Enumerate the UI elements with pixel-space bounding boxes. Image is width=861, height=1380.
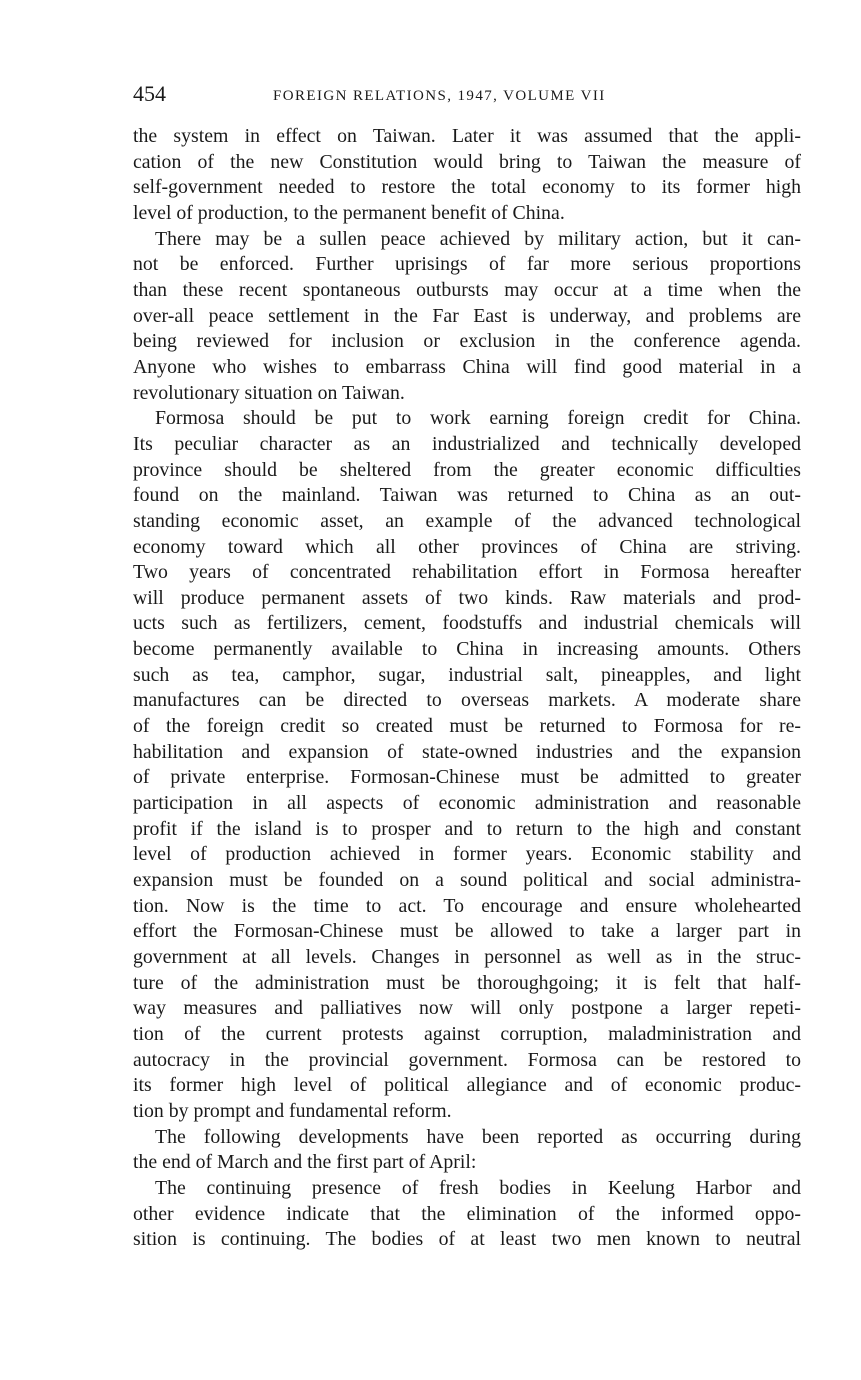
text-line: found on the mainland. Taiwan was returned to China as an out- [133, 484, 801, 507]
text-line: Anyone who wishes to embarrass China will find good material in a [133, 355, 801, 378]
text-line: level of production achieved in former years. Economic stability and [133, 843, 801, 866]
body-text [133, 124, 801, 1253]
text-line: The continuing presence of fresh bodies in Keelung Harbor and [155, 1176, 801, 1199]
text-line: not be enforced. Further uprisings of far more serious proportions [133, 253, 801, 276]
text-line: its former high level of political allegiance and of economic produc- [133, 1074, 801, 1097]
text-line: over-all peace settlement in the Far East is underway, and problems are [133, 304, 801, 327]
text-line: will produce permanent assets of two kinds. Raw materials and prod- [133, 586, 801, 609]
paragraph [133, 1125, 801, 1176]
text-line: of the foreign credit so created must be returned to Formosa for re- [133, 715, 801, 738]
text-line: the system in effect on Taiwan. Later it was assumed that the appli- [133, 125, 801, 147]
text-line: tion. Now is the time to act. To encourage and ensure wholehearted [133, 894, 801, 917]
text-line: tion by prompt and fundamental reform. [133, 1099, 452, 1122]
text-line: standing economic asset, an example of the advanced technological [133, 509, 801, 532]
page-number: 454 [133, 81, 166, 106]
text-line: sition is continuing. The bodies of at least two men known to neutral [133, 1228, 801, 1251]
text-line: other evidence indicate that the elimination of the informed oppo- [133, 1202, 801, 1225]
text-line: habilitation and expansion of state-owned industries and the expansion [133, 740, 801, 763]
text-line: autocracy in the provincial government. Formosa can be restored to [133, 1048, 801, 1071]
running-title: FOREIGN RELATIONS, 1947, VOLUME VII [273, 88, 606, 104]
text-line: province should be sheltered from the greater economic difficulties [133, 458, 801, 481]
text-line: such as tea, camphor, sugar, industrial salt, pineapples, and light [133, 663, 801, 686]
paragraph [133, 124, 801, 227]
paragraph [133, 227, 801, 407]
text-line: Formosa should be put to work earning foreign credit for China. [155, 407, 801, 430]
paragraph [133, 406, 801, 1124]
text-line: The following developments have been reported as occurring during [155, 1125, 801, 1148]
text-line: economy toward which all other provinces of China are striving. [133, 535, 801, 558]
text-line: self-government needed to restore the total economy to its former high [133, 176, 801, 199]
text-line: of private enterprise. Formosan-Chinese must be admitted to greater [133, 766, 801, 789]
text-line: way measures and palliatives now will only postpone a larger repeti- [133, 997, 801, 1020]
text-line: ucts such as fertilizers, cement, foodstuffs and industrial chemicals will [133, 612, 801, 635]
text-line: There may be a sullen peace achieved by military action, but it can- [155, 227, 801, 250]
text-line: being reviewed for inclusion or exclusion in the conference agenda. [133, 330, 801, 353]
text-line: cation of the new Constitution would bring to Taiwan the measure of [133, 150, 801, 173]
text-line: government at all levels. Changes in personnel as well as in the struc- [133, 946, 801, 968]
text-line: level of production, to the permanent benefit of China. [133, 201, 565, 224]
text-line: tion of the current protests against corruption, maladministration and [133, 1022, 801, 1045]
text-line: revolutionary situation on Taiwan. [133, 381, 405, 404]
text-line: ture of the administration must be thoroughgoing; it is felt that half- [133, 971, 801, 994]
text-line: the end of March and the first part of April: [133, 1151, 477, 1174]
running-header [133, 80, 801, 110]
text-line: Its peculiar character as an industrialized and technically developed [133, 432, 801, 455]
text-line: expansion must be founded on a sound political and social administra- [133, 869, 801, 892]
text-line: Two years of concentrated rehabilitation effort in Formosa hereafter [133, 561, 801, 584]
text-line: than these recent spontaneous outbursts may occur at a time when the [133, 278, 801, 301]
text-line: become permanently available to China in increasing amounts. Others [133, 638, 801, 661]
text-line: effort the Formosan-Chinese must be allowed to take a larger part in [133, 920, 801, 943]
text-line: participation in all aspects of economic administration and reasonable [133, 792, 801, 815]
text-line: manufactures can be directed to overseas markets. A moderate share [133, 689, 801, 712]
paragraph [133, 1176, 801, 1253]
text-line: profit if the island is to prosper and to return to the high and constant [133, 817, 801, 840]
